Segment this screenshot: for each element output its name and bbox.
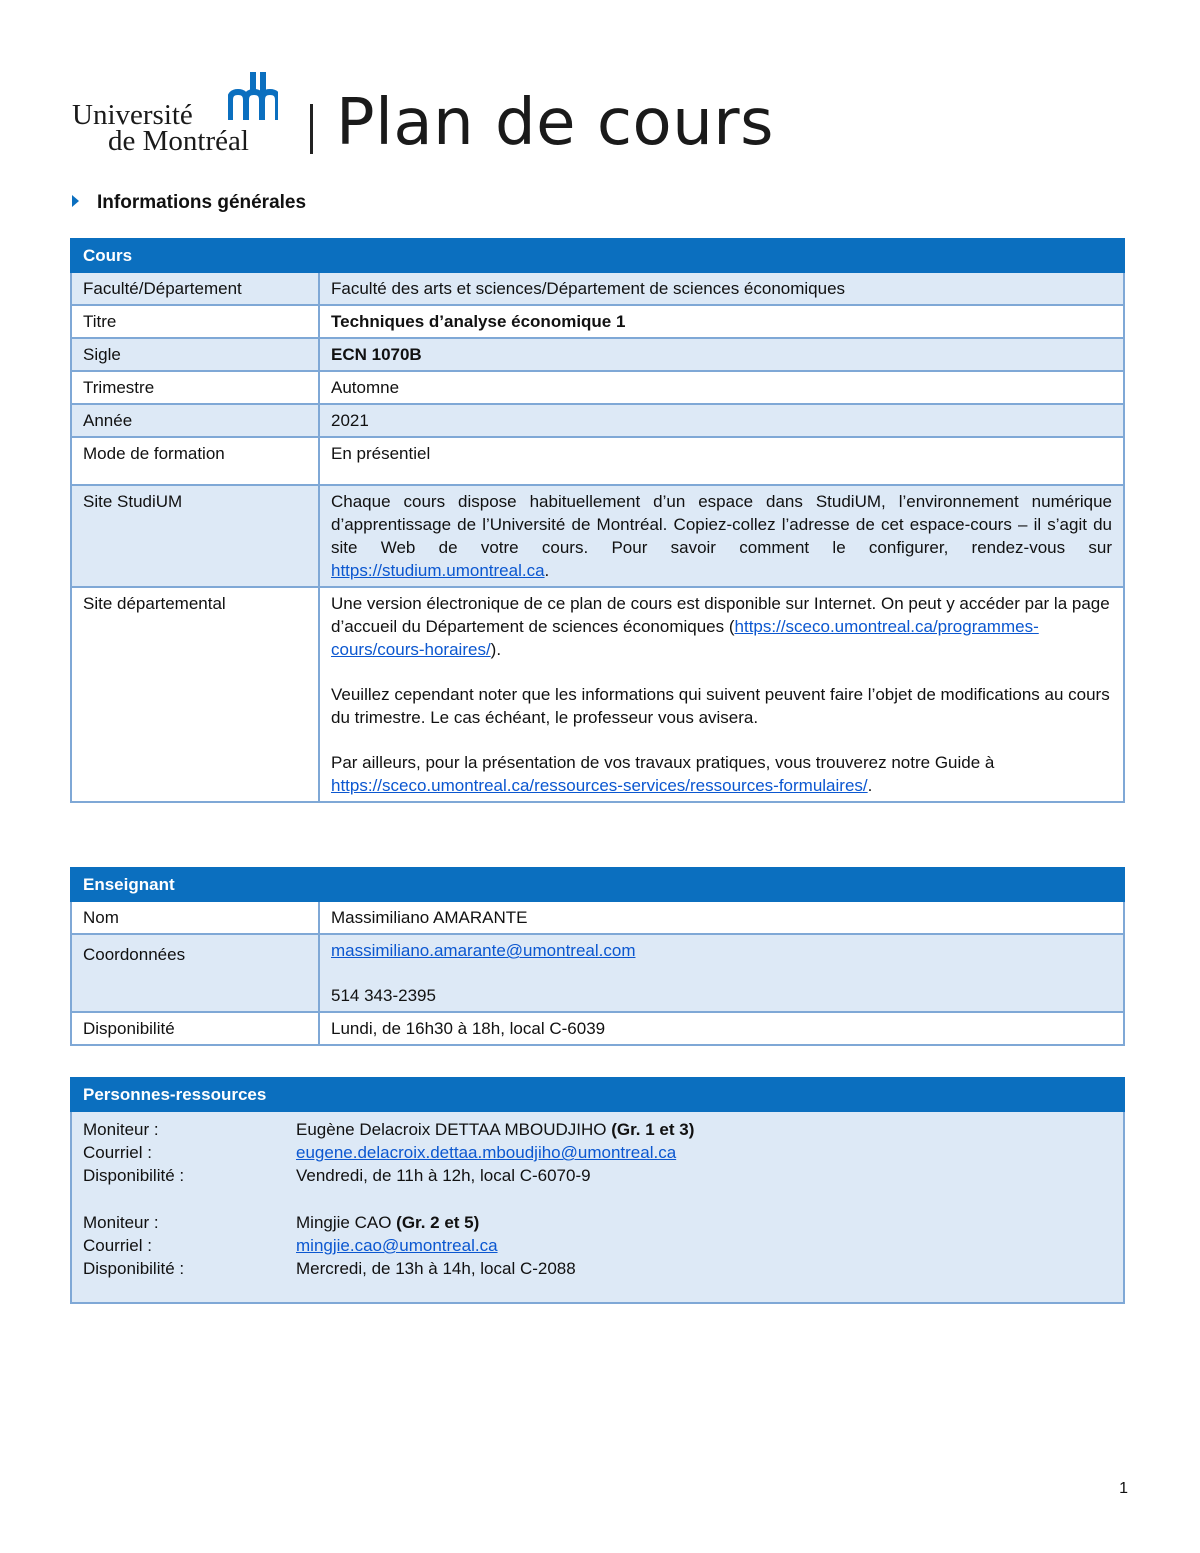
row-value: 2021 [319,404,1124,437]
row-label: Site StudiUM [71,485,319,587]
table-row [71,1012,1124,1045]
resource-person [83,1211,1112,1280]
row-label: Année [71,404,319,437]
row-label: Trimestre [71,371,319,404]
university-name-line1: Université [72,99,193,131]
instructor-name: Massimiliano AMARANTE [319,901,1124,934]
dept-site-paragraph-2: Veuillez cependant noter que les informations qui suivent peuvent faire l’objet de modifications au cours du trimestre. Le cas échéant, le professeur vous avisera. [331,685,1110,727]
dept-site-p1-text: Une version électronique de ce plan de cours est disponible sur Internet. On peut y accéder par la page d’accueil du Département de sciences économiques ( [331,594,1110,636]
row-label: Faculté/Département [71,272,319,305]
resource-person [83,1118,1112,1187]
row-label: Coordonnées [71,934,319,1012]
dept-site-p3-after: . [867,776,873,795]
table-row [71,404,1124,437]
instructor-email-link[interactable]: massimiliano.amarante@umontreal.com [331,941,636,960]
spacer [331,661,1112,683]
section-heading [72,190,306,216]
dept-site-programs-link[interactable]: https://sceco.umontreal.ca/programmes-cours/cours-horaires/ [331,617,1039,659]
spacer [83,1187,1112,1211]
disponibilite-label: Disponibilité : [83,1166,185,1185]
table-row [71,587,1124,802]
studium-after: . [544,561,550,580]
table-row [71,371,1124,404]
udem-emblem-icon [228,72,278,122]
row-label: Mode de formation [71,437,319,485]
university-name-line2: de Montréal [108,125,249,157]
studium-link[interactable]: https://studium.umontreal.ca [331,561,545,580]
studium-text: Chaque cours dispose habituellement d’un espace dans StudiUM, l’environnement numérique d’apprentissage de l’Université de Montréal. Copiez-collez l’adresse de cet espace-cours – il s’agit du site Web de votre cours. Pour savoir comment le configurer, rendez-vous sur [331,492,1112,557]
page-header [72,66,872,166]
section-heading-label: Informations générales [97,192,307,213]
row-label: Titre [71,305,319,338]
row-value: En présentiel [319,437,1124,485]
moniteur-group: (Gr. 1 et 3) [611,1120,695,1139]
table-row [71,437,1124,485]
university-name [72,99,249,157]
course-title-value: Techniques d’analyse économique 1 [319,305,1124,338]
dept-site-paragraph-3 [331,751,1112,797]
moniteur-group: (Gr. 2 et 5) [396,1213,480,1232]
dept-site-paragraph-1 [331,592,1112,661]
dept-site-resources-link[interactable]: https://sceco.umontreal.ca/ressources-services/ressources-formulaires/ [331,776,868,795]
moniteur-email-link[interactable]: eugene.delacroix.dettaa.mboudjiho@umontreal.ca [296,1143,677,1162]
ressources-body [71,1111,1124,1303]
studium-description [319,485,1124,587]
table-row [71,485,1124,587]
moniteur-availability: Mercredi, de 13h à 14h, local C-2088 [296,1259,576,1278]
row-value: Automne [319,371,1124,404]
table-row [71,901,1124,934]
moniteur-name-wrap [296,1118,694,1141]
page-number: 1 [1119,1480,1128,1497]
cours-table [70,238,1125,803]
instructor-phone: 514 343-2395 [331,986,436,1005]
dept-site-description [319,587,1124,802]
row-label: Sigle [71,338,319,371]
course-code-value: ECN 1070B [319,338,1124,371]
triangle-bullet-icon [72,195,79,207]
moniteur-label: Moniteur : [83,1213,159,1232]
spacer [331,962,1112,984]
row-label: Disponibilité [71,1012,319,1045]
cours-table-header: Cours [71,239,1124,272]
dept-site-p3-text: Par ailleurs, pour la présentation de vos travaux pratiques, vous trouverez notre Guide à [331,753,995,772]
instructor-contact [319,934,1124,1012]
spacer [331,729,1112,751]
table-row [71,934,1124,1012]
ressources-table-header: Personnes-ressources [71,1078,1124,1111]
enseignant-table-header: Enseignant [71,868,1124,901]
moniteur-name: Mingjie CAO [296,1213,392,1232]
dept-site-p1-after: ). [490,640,502,659]
moniteur-label: Moniteur : [83,1120,159,1139]
enseignant-table [70,867,1125,1046]
row-label: Nom [71,901,319,934]
moniteur-email-link[interactable]: mingjie.cao@umontreal.ca [296,1236,498,1255]
moniteur-name-wrap [296,1211,479,1234]
moniteur-name: Eugène Delacroix DETTAA MBOUDJIHO [296,1120,607,1139]
page-title: Plan de cours [336,86,774,160]
ressources-table [70,1077,1125,1304]
table-row [71,305,1124,338]
row-value: Faculté des arts et sciences/Département de sciences économiques [319,272,1124,305]
instructor-availability: Lundi, de 16h30 à 18h, local C-6039 [319,1012,1124,1045]
moniteur-availability: Vendredi, de 11h à 12h, local C-6070-9 [296,1166,591,1185]
disponibilite-label: Disponibilité : [83,1259,185,1278]
courriel-label: Courriel : [83,1143,152,1162]
table-row [71,338,1124,371]
row-label: Site départemental [71,587,319,802]
header-separator [310,104,313,154]
courriel-label: Courriel : [83,1236,152,1255]
table-row [71,272,1124,305]
